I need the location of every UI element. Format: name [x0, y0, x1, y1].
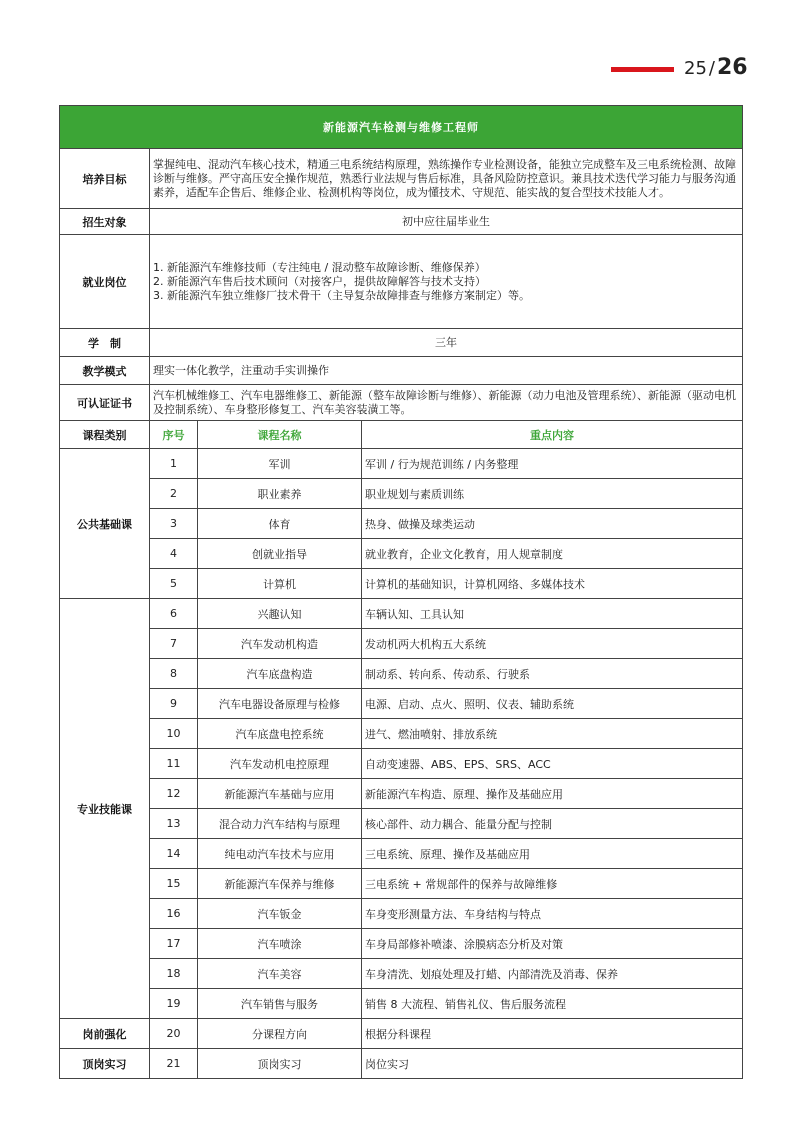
course-no: 6	[150, 599, 198, 629]
certs-label: 可认证证书	[60, 385, 150, 421]
page-total: 26	[716, 55, 748, 80]
course-content: 车身变形测量方法、车身结构与特点	[362, 899, 743, 929]
course-content: 进气、燃油喷射、排放系统	[362, 719, 743, 749]
group-intern-label: 顶岗实习	[60, 1049, 150, 1079]
course-content: 根据分科课程	[362, 1019, 743, 1049]
course-name: 分课程方向	[198, 1019, 362, 1049]
col-header-no: 序号	[150, 421, 198, 449]
course-no: 5	[150, 569, 198, 599]
col-header-category: 课程类别	[60, 421, 150, 449]
goal-text: 掌握纯电、混动汽车核心技术，精通三电系统结构原理，熟练操作专业检测设备，能独立完成整车及三电系统检测、故障诊断与维修。严守高压安全操作规范，熟悉行业法规与售后标准，具备风险防控意识。兼具技术迭代学习能力与服务沟通素养，适配车企售后、维修企业、检测机构等岗位，成为懂技术、守规范、能实战的复合型技术技能人才。	[150, 149, 743, 209]
course-no: 7	[150, 629, 198, 659]
course-no: 16	[150, 899, 198, 929]
course-content: 热身、做操及球类运动	[362, 509, 743, 539]
course-no: 3	[150, 509, 198, 539]
course-no: 19	[150, 989, 198, 1019]
course-name: 汽车喷涂	[198, 929, 362, 959]
course-content: 就业教育，企业文化教育，用人规章制度	[362, 539, 743, 569]
course-name: 汽车底盘电控系统	[198, 719, 362, 749]
course-no: 20	[150, 1019, 198, 1049]
course-name: 混合动力汽车结构与原理	[198, 809, 362, 839]
certs-text: 汽车机械维修工、汽车电器维修工、新能源（整车故障诊断与维修）、新能源（动力电池及管理系统）、新能源（驱动电机及控制系统）、车身整形修复工、汽车美容装潢工等。	[150, 385, 743, 421]
course-content: 三电系统 + 常规部件的保养与故障维修	[362, 869, 743, 899]
course-name: 计算机	[198, 569, 362, 599]
course-name: 职业素养	[198, 479, 362, 509]
course-no: 10	[150, 719, 198, 749]
course-content: 岗位实习	[362, 1049, 743, 1079]
course-content: 职业规划与素质训练	[362, 479, 743, 509]
course-content: 自动变速器、ABS、EPS、SRS、ACC	[362, 749, 743, 779]
mode-text: 理实一体化教学，注重动手实训操作	[150, 357, 743, 385]
course-content: 车身清洗、划痕处理及打蜡、内部清洗及消毒、保养	[362, 959, 743, 989]
course-no: 1	[150, 449, 198, 479]
job-item: 3. 新能源汽车独立维修厂技术骨干（主导复杂故障排查与维修方案制定）等。	[153, 288, 530, 302]
jobs-label: 就业岗位	[60, 235, 150, 329]
col-header-content: 重点内容	[362, 421, 743, 449]
course-name: 体育	[198, 509, 362, 539]
course-name: 顶岗实习	[198, 1049, 362, 1079]
course-name: 汽车钣金	[198, 899, 362, 929]
course-no: 14	[150, 839, 198, 869]
course-name: 纯电动汽车技术与应用	[198, 839, 362, 869]
course-name: 汽车电器设备原理与检修	[198, 689, 362, 719]
course-name: 汽车底盘构造	[198, 659, 362, 689]
enroll-label: 招生对象	[60, 209, 150, 235]
course-name: 汽车发动机构造	[198, 629, 362, 659]
page-current: 25	[684, 58, 707, 79]
group-public-label: 公共基础课	[60, 449, 150, 599]
course-content: 车辆认知、工具认知	[362, 599, 743, 629]
col-header-name: 课程名称	[198, 421, 362, 449]
enroll-text: 初中应往届毕业生	[150, 209, 743, 235]
course-no: 13	[150, 809, 198, 839]
course-no: 21	[150, 1049, 198, 1079]
course-content: 车身局部修补喷漆、涂膜病态分析及对策	[362, 929, 743, 959]
course-name: 汽车发动机电控原理	[198, 749, 362, 779]
course-no: 12	[150, 779, 198, 809]
course-content: 电源、启动、点火、照明、仪表、辅助系统	[362, 689, 743, 719]
group-professional-label: 专业技能课	[60, 599, 150, 1019]
course-content: 军训 / 行为规范训练 / 内务整理	[362, 449, 743, 479]
course-content: 发动机两大机构五大系统	[362, 629, 743, 659]
course-content: 三电系统、原理、操作及基础应用	[362, 839, 743, 869]
course-name: 军训	[198, 449, 362, 479]
course-content: 销售 8 大流程、销售礼仪、售后服务流程	[362, 989, 743, 1019]
course-no: 4	[150, 539, 198, 569]
goal-label: 培养目标	[60, 149, 150, 209]
course-no: 17	[150, 929, 198, 959]
course-content: 核心部件、动力耦合、能量分配与控制	[362, 809, 743, 839]
course-content: 新能源汽车构造、原理、操作及基础应用	[362, 779, 743, 809]
course-no: 2	[150, 479, 198, 509]
course-name: 兴趣认知	[198, 599, 362, 629]
course-name: 新能源汽车保养与维修	[198, 869, 362, 899]
curriculum-table	[59, 105, 743, 1079]
course-no: 9	[150, 689, 198, 719]
group-pre-label: 岗前强化	[60, 1019, 150, 1049]
job-item: 2. 新能源汽车售后技术顾问（对接客户，提供故障解答与技术支持）	[153, 274, 486, 288]
page-number	[684, 55, 748, 82]
course-no: 8	[150, 659, 198, 689]
course-no: 11	[150, 749, 198, 779]
jobs-list	[150, 235, 743, 329]
course-name: 汽车美容	[198, 959, 362, 989]
duration-text: 三年	[150, 329, 743, 357]
mode-label: 教学模式	[60, 357, 150, 385]
header-accent-bar	[611, 67, 674, 72]
course-name: 创就业指导	[198, 539, 362, 569]
course-no: 18	[150, 959, 198, 989]
course-content: 计算机的基础知识，计算机网络、多媒体技术	[362, 569, 743, 599]
page-separator: /	[708, 58, 715, 79]
job-item: 1. 新能源汽车维修技师（专注纯电 / 混动整车故障诊断、维修保养）	[153, 260, 486, 274]
table-title: 新能源汽车检测与维修工程师	[60, 106, 743, 149]
page-header	[0, 55, 800, 85]
duration-label: 学 制	[60, 329, 150, 357]
course-no: 15	[150, 869, 198, 899]
course-content: 制动系、转向系、传动系、行驶系	[362, 659, 743, 689]
course-name: 新能源汽车基础与应用	[198, 779, 362, 809]
course-name: 汽车销售与服务	[198, 989, 362, 1019]
